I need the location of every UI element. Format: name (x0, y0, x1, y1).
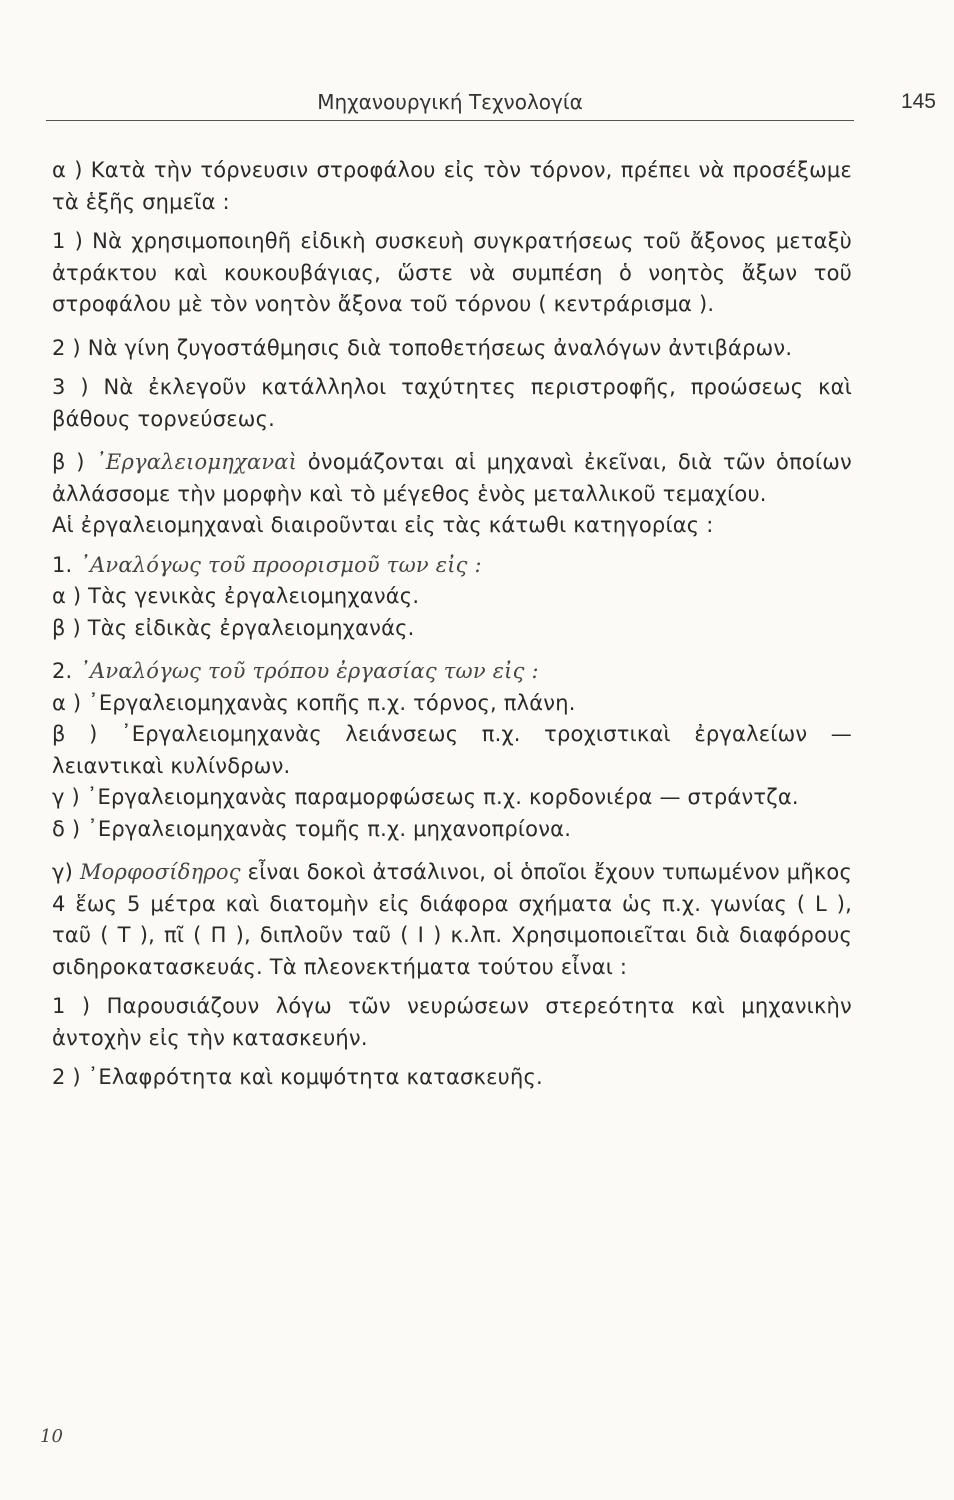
paragraph-b (52, 447, 852, 510)
category-2-num: 2. (52, 659, 80, 683)
category-2-item-a: α ) ᾿Εργαλειομηχανὰς κοπῆς π.χ. τόρνος, πλάνη. (52, 690, 576, 715)
list-item-g1: 1 ) Παρουσιάζουν λόγω τῶν νευρώσεων στερεότητα καὶ μηχανικὴν ἀντοχὴν εἰς τὴν κατασκευήν. (52, 994, 852, 1050)
g-prefix: γ) (52, 860, 80, 884)
paragraph-a-intro: α ) Κατὰ τὴν τόρνευσιν στροφάλου εἰς τὸν τόρνον, πρέπει νὰ προσέξωμε τὰ ἑξῆς σημεῖα : (52, 158, 852, 214)
list-item-a3: 3 ) Νὰ ἐκλεγοῦν κατάλληλοι ταχύτητες περιστροφῆς, προώσεως καὶ βάθους τορνεύσεως. (52, 375, 852, 431)
paragraph-g (52, 857, 852, 983)
category-1-item-b: β ) Τὰς εἰδικὰς ἐργαλειομηχανάς. (52, 615, 415, 640)
signature-mark: 10 (40, 1426, 63, 1447)
running-header (46, 86, 936, 121)
category-2-title: ᾿Αναλόγως τοῦ τρόπου ἐργασίας των εἰς : (79, 659, 539, 683)
category-1-num: 1. (52, 552, 80, 577)
category-2-item-d: δ ) ᾿Εργαλειομηχανὰς τομῆς π.χ. μηχανοπρίονα. (52, 816, 572, 841)
b-rest: ὀνομάζονται αἱ μηχαναὶ ἐκεῖναι, διὰ τῶν ὁποίων ἀλλάσσομε τὴν μορφὴν καὶ τὸ μέγεθος ἑνὸς μεταλλικοῦ τεμαχίου. (52, 450, 852, 506)
category-1-item-a: α ) Τὰς γενικὰς ἐργαλειομηχανάς. (52, 584, 420, 608)
list-item-g2: 2 ) ᾿Ελαφρότητα καὶ κομψότητα κατασκευῆς. (52, 1065, 543, 1089)
b-prefix: β ) (52, 450, 96, 474)
g-term: Μορφοσίδηρος (79, 860, 241, 884)
category-2-item-b: β ) ᾿Εργαλειομηχανὰς λειάνσεως π.χ. τροχιστικαὶ ἐργαλείων — λειαντικαὶ κυλίνδρων. (52, 722, 852, 778)
category-1-title: ᾿Αναλόγως τοῦ προορισμοῦ των εἰς : (79, 552, 482, 577)
b-term: ᾿Εργαλειομηχαναὶ (95, 450, 298, 474)
category-2-heading (52, 656, 852, 688)
list-item-a2: 2 ) Νὰ γίνη ζυγοστάθμησις διὰ τοποθετήσεως ἀναλόγων ἀντιβάρων. (52, 335, 793, 360)
g-rest: εἶναι δοκοὶ ἀτσάλινοι, οἱ ὁποῖοι ἔχουν τυπωμένον μῆκος 4 ἕως 5 μέτρα καὶ διατομὴν εἰς διάφορα σχήματα ὡς π.χ. γωνίας ( L ), ταῦ ( T ), πῖ ( Π ), διπλοῦν ταῦ ( Ι ) κ.λπ. Χρησιμοποιεῖται διὰ διαφόρους σιδηροκατασκευάς. Τὰ πλεονεκτήματα τούτου εἶναι : (52, 860, 852, 979)
page-number: 145 (900, 90, 936, 113)
category-2-item-g: γ ) ᾿Εργαλειομηχανὰς παραμορφώσεως π.χ. κορδονιέρα — στράντζα. (52, 785, 799, 809)
category-1-heading (52, 550, 852, 582)
list-item-a1: 1 ) Νὰ χρησιμοποιηθῆ εἰδικὴ συσκευὴ συγκρατήσεως τοῦ ἄξονος μεταξὺ ἀτράκτου καὶ κουκουβάγιας, ὥστε νὰ συμπέση ὁ νοητὸς ἄξων τοῦ στροφάλου μὲ τὸν νοητὸν ἄξονα τοῦ τόρνου ( κεντράρισμα ). (52, 229, 852, 316)
paragraph-b-classes: Αἱ ἐργαλειομηχαναὶ διαιροῦνται εἰς τὰς κάτωθι κατηγορίας : (52, 513, 714, 537)
body-text (52, 155, 852, 1094)
running-title: Μηχανουργική Τεχνολογία (317, 90, 583, 114)
